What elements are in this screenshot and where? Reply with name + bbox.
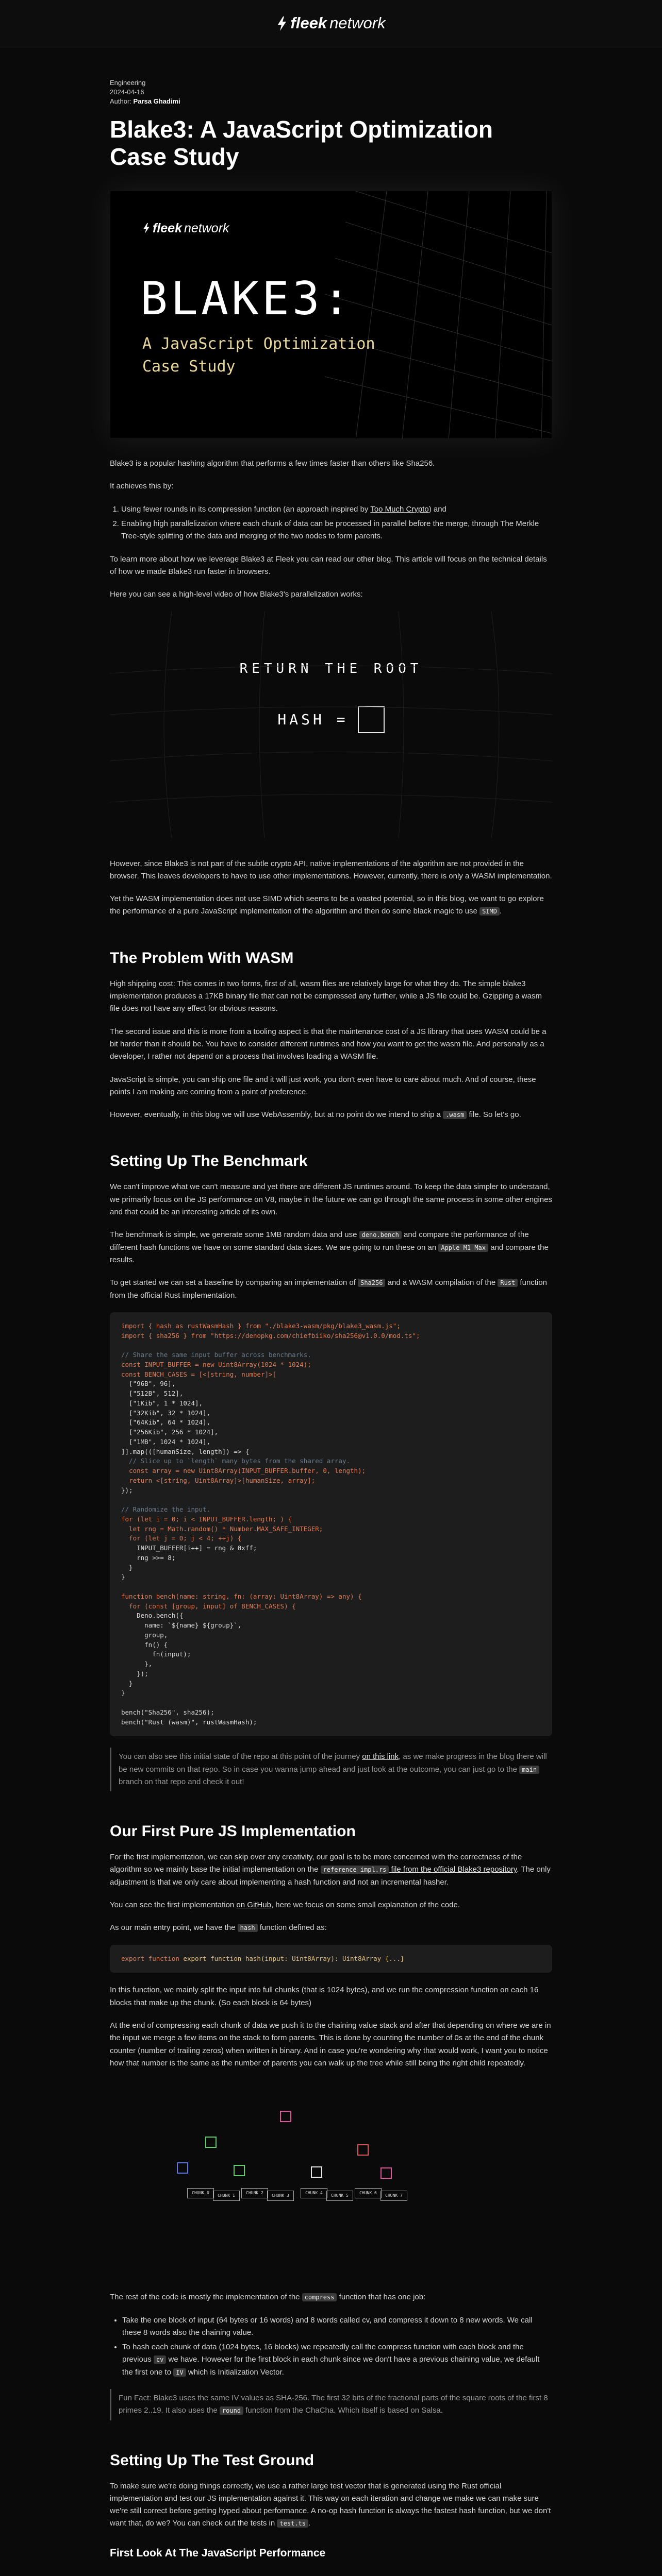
p-text: However, eventually, in this blog we will use WebAssembly, but at no point do we intend to ship a: [110, 1110, 443, 1120]
p-text: Yet the WASM implementation does not use SIMD which seems to be a wasted potential, so in this blog, we want to go explore the performance of a pure JavaScript implementation of the algorithm and then do some black magic to use: [110, 894, 544, 916]
author-name: Parsa Ghadimi: [133, 97, 180, 106]
author-line: [110, 97, 552, 106]
p-text: You can see the first implementation: [110, 1901, 237, 1910]
code-line: return <[string, Uint8Array]>[humanSize, array];: [121, 1476, 316, 1484]
code-line: // Randomize the input.: [121, 1505, 211, 1514]
fun-fact-note: [110, 2389, 552, 2420]
article-meta: [110, 78, 552, 107]
hero-title: BLAKE3:: [140, 272, 353, 326]
code-line: fn() {: [121, 1640, 168, 1649]
tree-leaf: CHUNK 7: [380, 2191, 407, 2201]
code-line: INPUT_BUFFER[i++] = rng & 0xff;: [121, 1544, 257, 1552]
code-line: }: [121, 1689, 125, 1697]
code-line: ["1MB", 1024 * 1024],: [121, 1437, 211, 1446]
tree-leaf: CHUNK 3: [267, 2191, 294, 2201]
heading-test-ground: Setting Up The Test Ground: [110, 2451, 315, 2469]
logo-rest: network: [329, 14, 386, 32]
bench-p1: We can't improve what we can't measure and yet there are different JS runtimes around. To keep the data simpler to understand, we primarily focus on the JS performance on V8, maybe in the future we can go through the same process in some other engines and that could be an interesting article of its own.: [110, 1182, 552, 1217]
list-item: [122, 2341, 552, 2379]
code-line: [121, 1495, 541, 1505]
list-item: • Take the one block of input (64 bytes or 16 words) and 8 words called cv, and compress it down to 8 new words. We call these 8 words also the chaining value.: [122, 2314, 552, 2340]
category-label[interactable]: Engineering: [110, 79, 146, 87]
bench-p3: [110, 1277, 552, 1302]
code-line: // Share the same input buffer across benchmarks.: [121, 1351, 311, 1359]
first-p1: [110, 1851, 552, 1889]
too-much-crypto-link[interactable]: Too Much Crypto: [370, 504, 429, 514]
code-line: });: [121, 1486, 133, 1494]
wasm-p1: High shipping cost: This comes in two forms, first of all, wasm files are relatively large for what they do. The simple blake3 implementation produces a 17KB binary file that can not be compressed any further, while a JS file could be. Gzipping a wasm file does not have any effect for obvious reasons.: [110, 979, 542, 1013]
merkle-tree-animation: [110, 2080, 552, 2276]
p-text: Fun Fact: Blake3 uses the same IV values as SHA-256. The first 32 bits of the fractional parts of the square roots of the first 8 primes 2..19. It also uses the: [119, 2393, 548, 2415]
code-line: rng >>= 8;: [121, 1553, 176, 1562]
code-line: export function hash(input: Uint8Array): Uint8Array {...}: [183, 1954, 405, 1962]
inline-code: hash: [238, 1924, 258, 1932]
code-line: group,: [121, 1631, 168, 1639]
tree-leaf: CHUNK 1: [213, 2191, 240, 2201]
p-text: file. So let's go.: [467, 1110, 521, 1120]
first-p4: In this function, we mainly split the input into full chunks (that is 1024 bytes), and we run the compression function on each 16 blocks that make up the chunk. (So each block is 64 bytes): [110, 1986, 539, 2007]
inline-code: Sha256: [358, 1279, 385, 1287]
inline-code: cv: [154, 2355, 166, 2364]
hero-subtitle-line2: Case Study: [142, 357, 236, 376]
p-text: .: [308, 2519, 311, 2528]
p-text: branch on that repo and check it out!: [119, 1777, 244, 1786]
parallelization-video[interactable]: [110, 612, 552, 838]
code-line: ["512B", 512],: [121, 1389, 184, 1398]
github-link[interactable]: on GitHub: [236, 1901, 271, 1910]
tree-leaf: CHUNK 0: [187, 2188, 214, 2198]
intro-p2: It achieves this by:: [110, 482, 174, 491]
tree-node: [357, 2144, 369, 2156]
p-text: You can also see this initial state of the repo at this point of the journey: [119, 1752, 362, 1761]
note-text: [119, 1751, 552, 1788]
tree-node: [205, 2137, 217, 2148]
logo-bold: fleek: [290, 14, 327, 32]
tree-leaf: CHUNK 4: [301, 2188, 327, 2198]
code-line: for (let j = 0; j < 4; ++j) {: [121, 1534, 242, 1543]
code-line: Deno.bench({: [121, 1612, 184, 1620]
first-p3: [110, 1922, 552, 1934]
code-line: [121, 1698, 541, 1708]
code-line: let rng = Math.random() * Number.MAX_SAFE_INTEGER;: [121, 1524, 323, 1533]
hero-subtitle-line1: A JavaScript Optimization: [142, 335, 375, 353]
note-text: [119, 2392, 552, 2417]
li-text: Using fewer rounds in its compression function (an approach inspired by: [121, 504, 371, 514]
code-line: for (let i = 0; i < INPUT_BUFFER.length; ) {: [121, 1515, 292, 1523]
publish-date: 2024-04-16: [110, 88, 144, 96]
hash-label: HASH =: [277, 710, 349, 728]
li-text: To hash each chunk of data (1024 bytes, 16 blocks) we repeatedly call the compress function with each block and the previous: [122, 2343, 524, 2364]
p-text: function that has one job:: [337, 2293, 426, 2302]
first-p6: [110, 2291, 552, 2303]
return-root-text: RETURN THE ROOT: [239, 660, 423, 676]
p-text: function from the official Rust implementation.: [110, 1278, 547, 1300]
p-text: and a WASM compilation of the: [385, 1278, 498, 1287]
tree-node: [234, 2165, 245, 2176]
heading-benchmark: Setting Up The Benchmark: [110, 1153, 308, 1170]
li-text: which is Initialization Vector.: [186, 2367, 284, 2377]
wasm-p3: JavaScript is simple, you can ship one file and it will just work, you don't even have to care about much. And of course, these points I am making are coming from a point of preference.: [110, 1075, 536, 1096]
wasm-p4: [110, 1109, 552, 1121]
inline-code: round: [220, 2406, 243, 2415]
code-line: ["96B", 96],: [121, 1380, 176, 1388]
tree-leaf: CHUNK 6: [355, 2188, 382, 2198]
code-line: name: `${name} ${group}`,: [121, 1621, 242, 1630]
p-text: As our main entry point, we have the: [110, 1923, 238, 1933]
code-line: import { sha256 } from "https://denopkg.com/chiefbiiko/sha256@v1.0.0/mod.ts";: [121, 1331, 420, 1340]
inline-code: IV: [173, 2368, 186, 2377]
site-logo[interactable]: [276, 10, 385, 36]
hero-logo-bold: fleek: [153, 221, 182, 236]
tree-node: [311, 2166, 322, 2178]
inline-code: Apple M1 Max: [438, 1244, 488, 1252]
code-line: ["32Kib", 32 * 1024],: [121, 1409, 211, 1417]
wasm-p2: The second issue and this is more from a tooling aspect is that the maintenance cost of a JS library that uses WASM could be a bit harder than it should be. You have to consider different runtimes and how you want to get the wasm file. And personally as a developer, I rather not depend on a process that involves loading a WASM file.: [110, 1027, 547, 1061]
inline-code: deno.bench: [359, 1231, 402, 1239]
hero-logo-rest: network: [184, 221, 229, 236]
p-text: The benchmark is simple, we generate some 1MB random data and use: [110, 1230, 359, 1240]
list-item: 2. Enabling high parallelization where each chunk of data can be processed in parallel before the merge, through The Merkle Tree-style splitting of the data and merging of the two nodes to form parents.: [121, 518, 552, 543]
video-grid-decoration: [110, 612, 552, 838]
code-line: bench("Sha256", sha256);: [121, 1708, 214, 1716]
compress-list: [122, 2314, 552, 2379]
official-repo-link[interactable]: file from the official Blake3 repository: [389, 1865, 517, 1874]
repo-note: [110, 1748, 552, 1791]
tree-node: [280, 2111, 291, 2122]
hero-grid-decoration: [325, 191, 552, 439]
code-line: bench("Rust (wasm)", rustWasmHash);: [121, 1718, 257, 1726]
p-text: . The only adjustment is that we only care about implementing a hash function and not an incremental hasher.: [110, 1865, 551, 1887]
p-text: To get started we can set a baseline by comparing an implementation of: [110, 1278, 358, 1287]
hash-signature-code[interactable]: export function export function hash(input: Uint8Array): Uint8Array {...}: [110, 1945, 552, 1973]
author-label: Author:: [110, 97, 131, 106]
code-line: function bench(name: string, fn: (array: Uint8Array) => any) {: [121, 1592, 362, 1600]
hero-image: [110, 191, 552, 439]
benchmark-code-block[interactable]: [110, 1312, 552, 1737]
code-line: ["256Kib", 256 * 1024],: [121, 1428, 219, 1436]
article: [110, 78, 552, 2562]
hero-logo: [142, 218, 229, 239]
p-text: For the first implementation, we can skip over any creativity, our goal is to be more concerned with the correctness of the algorithm so we mainly base the initial implementation on the: [110, 1853, 522, 1874]
p-text: The rest of the code is mostly the implementation of the: [110, 2293, 302, 2302]
repo-link[interactable]: on this link: [362, 1752, 399, 1761]
intro-p1: Blake3 is a popular hashing algorithm that performs a few times faster than others like Sha256.: [110, 459, 435, 468]
code-line: import { hash as rustWasmHash } from "./blake3-wasm/pkg/blake3_wasm.js";: [121, 1321, 401, 1330]
code-line: for (const [group, input] of BENCH_CASES) {: [121, 1602, 296, 1610]
code-line: ]].map(([humanSize, length]) => {: [121, 1447, 250, 1455]
p-text: function from the ChaCha. Which itself is based on Salsa.: [243, 2406, 443, 2415]
list-item: [121, 503, 552, 516]
intro-p4: Here you can see a high-level video of how Blake3's parallelization works:: [110, 590, 363, 599]
after-video-p1: However, since Blake3 is not part of the subtle crypto API, native implementations of the algorithm are not provided in the browser. This leaves developers to have to use other implementations. However, currently, there is only a WASM implementation.: [110, 859, 552, 880]
code-line: ["64Kib", 64 * 1024],: [121, 1418, 211, 1427]
inline-code: .wasm: [443, 1111, 467, 1119]
inline-code: test.ts: [277, 2519, 308, 2528]
tree-node: [380, 2167, 392, 2179]
code-line: [121, 1341, 541, 1350]
code-line: [121, 1582, 541, 1592]
intro-list: [121, 503, 552, 543]
code-line: fn(input);: [121, 1650, 191, 1658]
p-text: and compare the results.: [110, 1243, 549, 1264]
inline-code: SIMD: [479, 907, 500, 916]
p-text: .: [499, 907, 502, 916]
inline-code: reference_impl.rs: [321, 1866, 389, 1874]
tree-leaf: CHUNK 5: [326, 2191, 353, 2201]
code-line: const array = new Uint8Array(INPUT_BUFFER.buffer, 0, length);: [121, 1467, 366, 1475]
code-line: },: [121, 1660, 153, 1668]
page-title: Blake3: A JavaScript Optimization Case Study: [110, 115, 493, 171]
bolt-icon: [276, 16, 288, 31]
heading-first-impl: Our First Pure JS Implementation: [110, 1823, 356, 1840]
first-p5: At the end of compressing each chunk of data we push it to the chaining value stack and after that depending on where we are in the input we merge a few items on the stack to form parents. This is done by counting the number of 0s at the end of the chunk counter (number of trailing zeros) when written in binary. And in case you're wondering why that would work, I want you to notice how that number is the same as the number of parents you can walk up the tree while still being the right child repeatedly.: [110, 2021, 551, 2067]
tree-leaf: CHUNK 2: [241, 2188, 268, 2198]
top-navbar: [0, 0, 662, 47]
code-line: const INPUT_BUFFER = new Uint8Array(1024 * 1024);: [121, 1360, 311, 1368]
code-line: }: [121, 1563, 133, 1571]
p-text: To make sure we're doing things correctly, we use a rather large test vector that is generated using the Rust official implementation and test our JS implementation against it. This way on each iteration and change we make we can make sure we're still correct before getting hyped about performance. A no-op hash function is always the fastest hash function, but we don't want that, do we? You can check out the tests in: [110, 2481, 551, 2528]
code-line: }: [121, 1679, 133, 1687]
inline-code: compress: [302, 2293, 337, 2301]
hero-subtitle: [142, 333, 375, 378]
after-video-p2: [110, 893, 552, 918]
p-text: function defined as:: [257, 1923, 327, 1933]
heading-wasm: The Problem With WASM: [110, 949, 294, 967]
test-p1: [110, 2480, 552, 2530]
bench-p2: [110, 1229, 552, 1266]
first-p2: [110, 1899, 552, 1911]
heading-js-performance: First Look At The JavaScript Performance: [110, 2547, 326, 2559]
tree-node: [177, 2162, 188, 2174]
intro-p3: To learn more about how we leverage Blake3 at Fleek you can read our other blog. This article will focus on the technical details of how we made Blake3 run faster in browsers.: [110, 554, 547, 576]
p-text: and compare the performance of the different hash functions we have on some standard data sizes. We are going to run these on an: [110, 1230, 529, 1252]
li-text: we have. However for the first block in each chunk since we don't have a previous chaining value, we default the first one to: [122, 2355, 540, 2377]
code-line: const BENCH_CASES = [<[string, number]>[: [121, 1370, 277, 1378]
inline-code: Rust: [498, 1279, 518, 1287]
inline-code: main: [519, 1766, 539, 1774]
code-line: // Slice up to `length` many bytes from the shared array.: [121, 1457, 351, 1465]
code-line: ["1Kib", 1 * 1024],: [121, 1399, 203, 1407]
li-text: ) and: [428, 504, 446, 514]
p-text: , as we make progress in the blog there will be new commits on that repo. So in case you wanna jump ahead and just look at the outcome, you can just go to the: [119, 1752, 547, 1774]
code-line: }: [121, 1573, 125, 1581]
code-line: });: [121, 1669, 148, 1677]
bolt-icon: [142, 223, 151, 234]
p-text: , here we focus on some small explanation of the code.: [271, 1901, 460, 1910]
